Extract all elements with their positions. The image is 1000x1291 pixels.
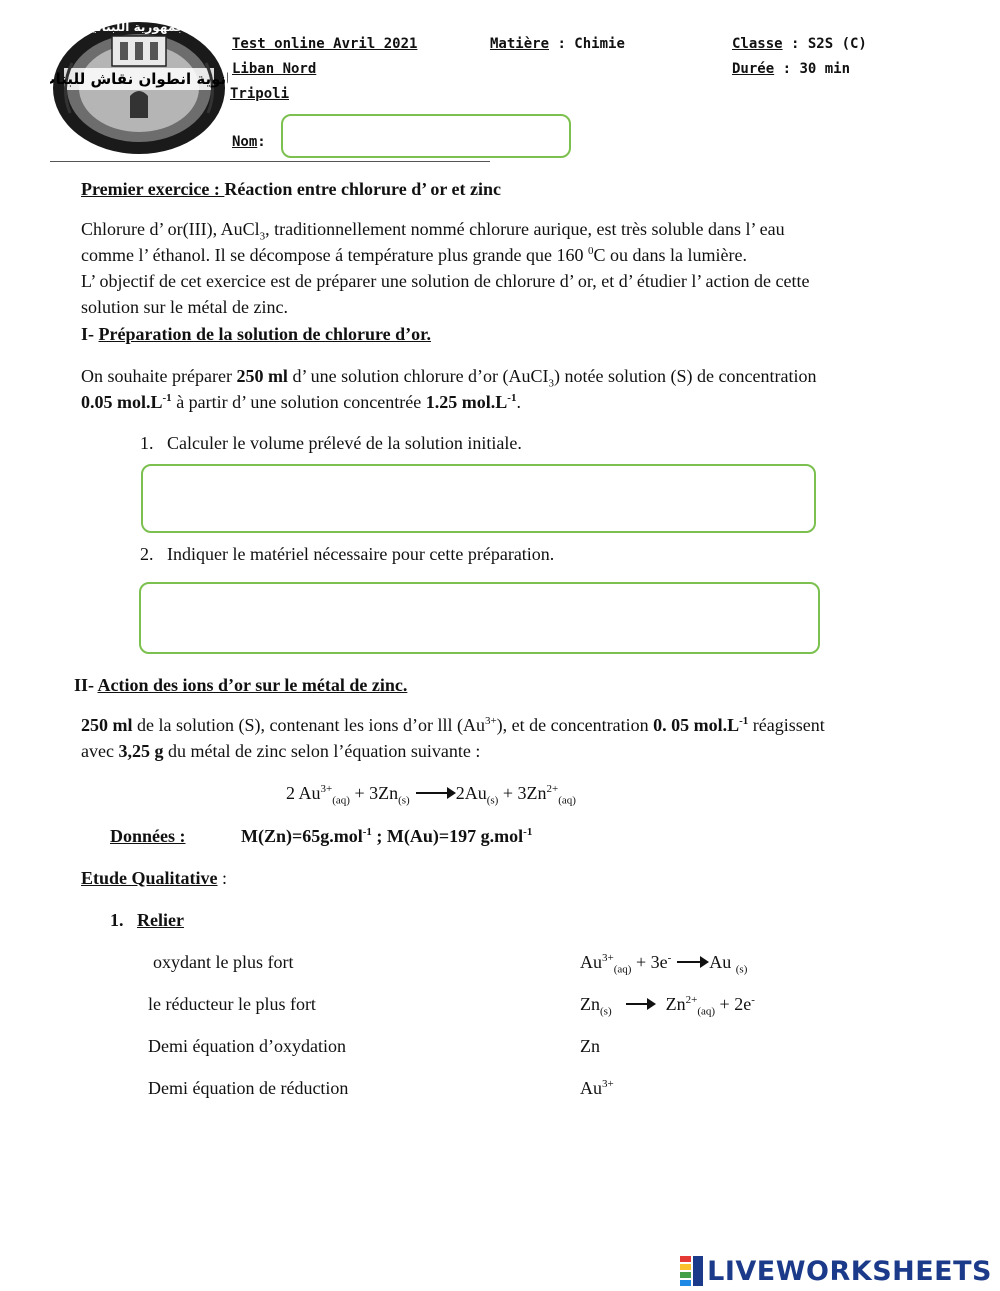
intro-line-3: L’ objectif de cet exercice est de préparer une solution de chlorure d’ or, et d’ étudier l’ action de cette bbox=[81, 271, 810, 291]
donnees-sup2: -1 bbox=[523, 826, 533, 838]
header-test: Test online Avril 2021 bbox=[232, 36, 418, 52]
eq-sup1: 3+ bbox=[320, 783, 333, 795]
match-right-4[interactable] bbox=[580, 1075, 614, 1101]
part2-p2a: avec bbox=[81, 741, 119, 761]
answer-box-q1[interactable] bbox=[141, 464, 816, 533]
liveworksheets-brand: LIVEWORKSHEETS bbox=[707, 1255, 992, 1287]
r1a: Au bbox=[580, 952, 602, 972]
part2-p1e: réagissent bbox=[748, 715, 825, 735]
reaction-equation bbox=[286, 780, 576, 806]
q2-text: Indiquer le matériel nécessaire pour cette préparation. bbox=[167, 544, 555, 564]
matiere-label: Matière bbox=[490, 36, 550, 52]
part1-line-2 bbox=[81, 389, 911, 415]
header-divider bbox=[50, 161, 490, 162]
r4-sup: 3+ bbox=[602, 1078, 614, 1090]
r2-sub2: (aq) bbox=[697, 1005, 716, 1018]
intro-line-2 bbox=[81, 242, 901, 268]
question-1 bbox=[140, 430, 522, 456]
liveworksheets-icon bbox=[680, 1256, 704, 1286]
eq-sup2: 2+ bbox=[546, 783, 559, 795]
eq-b: + 3Zn bbox=[349, 783, 399, 803]
intro-2b: C ou dans la lumière. bbox=[593, 245, 747, 265]
part2-p1c: ), et de concentration bbox=[496, 715, 654, 735]
part1-p1b: 250 ml bbox=[236, 366, 288, 386]
donnees-sup1: -1 bbox=[362, 826, 372, 838]
part2-p1d: 0. 05 mol.L bbox=[653, 715, 740, 735]
classe-label: Classe bbox=[732, 36, 783, 52]
duree-label: Durée bbox=[732, 61, 775, 77]
match-left-1[interactable]: oxydant le plus fort bbox=[153, 952, 294, 972]
intro-1a: Chlorure d’ or(III), AuCl bbox=[81, 219, 260, 239]
part2-num: II- bbox=[74, 675, 98, 695]
q1-num: 1. bbox=[140, 433, 154, 453]
part1-p1-sub: 3 bbox=[548, 377, 555, 390]
part2-p2c: du métal de zinc selon l’équation suivante : bbox=[163, 741, 481, 761]
part1-title: Préparation de la solution de chlorure d’or. bbox=[98, 324, 431, 344]
donnees-values bbox=[241, 823, 532, 849]
r4: Au bbox=[580, 1078, 602, 1098]
intro-2a: comme l’ éthanol. Il se décompose á température plus grande que 160 bbox=[81, 245, 588, 265]
q1-text: Calculer le volume prélevé de la solution initiale. bbox=[167, 433, 522, 453]
donnees-label-text: Données : bbox=[110, 826, 186, 846]
exercise-title-text: Réaction entre chlorure d’ or et zinc bbox=[224, 179, 501, 199]
intro-paragraph bbox=[81, 216, 901, 320]
r2-sup: 2+ bbox=[685, 994, 698, 1006]
exercise-title-label: Premier exercice : bbox=[81, 179, 225, 199]
part1-line-1 bbox=[81, 363, 911, 389]
relier-text: Relier bbox=[137, 910, 184, 930]
part2-line-2 bbox=[81, 738, 911, 764]
match-left-3[interactable]: Demi équation d’oxydation bbox=[148, 1036, 346, 1056]
nom-colon: : bbox=[257, 134, 266, 150]
school-logo bbox=[50, 18, 228, 158]
donnees-b: ; M(Au)=197 g.mol bbox=[371, 826, 524, 846]
half-reaction-arrow-icon-2 bbox=[626, 1003, 654, 1005]
part1-p2-sup2: -1 bbox=[507, 392, 517, 404]
part2-line-1 bbox=[81, 712, 911, 738]
r1b: + 3e bbox=[631, 952, 668, 972]
part1-p2a: 0.05 mol.L bbox=[81, 392, 163, 412]
match-left-4[interactable]: Demi équation de réduction bbox=[148, 1078, 349, 1098]
intro-1b: , traditionnellement nommé chlorure aurique, est très soluble dans l’ eau bbox=[265, 219, 785, 239]
reaction-arrow-icon bbox=[416, 792, 454, 794]
donnees-a: M(Zn)=65g.mol bbox=[241, 826, 363, 846]
r2-sub: (s) bbox=[600, 1005, 612, 1018]
r2b: Zn bbox=[665, 994, 686, 1014]
eq-sub1: (aq) bbox=[332, 794, 350, 807]
nom-label-wrap bbox=[232, 134, 266, 150]
match-right-3[interactable]: Zn bbox=[580, 1036, 600, 1056]
part2-p1-sup2: -1 bbox=[739, 715, 749, 727]
relier-num: 1. bbox=[110, 910, 124, 930]
r1c: Au bbox=[709, 952, 736, 972]
match-left-2[interactable]: le réducteur le plus fort bbox=[148, 994, 316, 1014]
half-reaction-arrow-icon bbox=[677, 961, 707, 963]
r1-sup2: - bbox=[667, 952, 672, 964]
r2c: + 2e bbox=[715, 994, 752, 1014]
eq-d: + 3Zn bbox=[498, 783, 547, 803]
etude-heading bbox=[81, 865, 227, 891]
part2-p1-sup: 3+ bbox=[484, 715, 497, 727]
r2-sup2: - bbox=[751, 994, 755, 1006]
header-school: Liban Nord bbox=[232, 61, 317, 77]
duree-value: : 30 min bbox=[774, 61, 851, 77]
part1-p2-sup: -1 bbox=[162, 392, 172, 404]
r1-sub2: (s) bbox=[735, 963, 748, 976]
r1-sub: (aq) bbox=[613, 963, 632, 976]
exercise-title bbox=[81, 176, 501, 202]
part2-p2b: 3,25 g bbox=[118, 741, 164, 761]
classe-value: : S2S (C) bbox=[782, 36, 867, 52]
eq-a: 2 Au bbox=[286, 783, 321, 803]
part2-title: Action des ions d’or sur le métal de zinc. bbox=[97, 675, 408, 695]
relier-heading bbox=[110, 907, 184, 933]
part1-paragraph bbox=[81, 363, 911, 415]
intro-1-sub: 3 bbox=[259, 230, 266, 243]
part1-heading bbox=[81, 321, 431, 347]
etude-label: Etude Qualitative bbox=[81, 868, 218, 888]
part1-p1d: ) notée solution (S) de concentration bbox=[554, 366, 817, 386]
intro-line-1 bbox=[81, 216, 901, 242]
r1-sup: 3+ bbox=[602, 952, 614, 964]
part2-p1b: de la solution (S), contenant les ions d’or lll (Au bbox=[132, 715, 485, 735]
part1-p2d: . bbox=[516, 392, 521, 412]
header-duree bbox=[732, 61, 850, 77]
svg-text:الجمهورية اللبنانية: الجمهورية اللبنانية bbox=[84, 20, 194, 34]
part1-p1a: On souhaite préparer bbox=[81, 366, 237, 386]
header-classe bbox=[732, 36, 867, 52]
intro-2-sup: 0 bbox=[588, 245, 594, 257]
part1-p2c: 1.25 mol.L bbox=[425, 392, 508, 412]
match-right-1[interactable] bbox=[580, 949, 747, 975]
part2-paragraph bbox=[81, 712, 911, 764]
r2a: Zn bbox=[580, 994, 600, 1014]
match-right-2[interactable] bbox=[580, 991, 755, 1017]
part2-p1a: 250 ml bbox=[81, 715, 133, 735]
part1-p2b: à partir d’ une solution concentrée bbox=[171, 392, 426, 412]
answer-box-q2[interactable] bbox=[139, 582, 820, 654]
part1-p1c: d’ une solution chlorure d’or (AuCI bbox=[287, 366, 549, 386]
header-matiere bbox=[490, 36, 625, 52]
nom-label: Nom bbox=[232, 134, 258, 150]
nom-input[interactable] bbox=[281, 114, 571, 158]
eq-sub3: (s) bbox=[486, 794, 499, 807]
eq-c: 2Au bbox=[455, 783, 487, 803]
liveworksheets-logo bbox=[680, 1254, 992, 1288]
question-2 bbox=[140, 541, 554, 567]
header-city: Tripoli bbox=[230, 86, 290, 102]
etude-colon: : bbox=[217, 868, 228, 888]
svg-text:ثانوية انطوان نقاش للبنات: ثانوية انطوان نقاش للبنات bbox=[50, 70, 228, 88]
part2-heading bbox=[74, 672, 407, 698]
q2-num: 2. bbox=[140, 544, 154, 564]
school-seal-icon bbox=[50, 18, 228, 158]
matiere-value: : Chimie bbox=[549, 36, 625, 52]
donnees-label bbox=[110, 823, 186, 849]
part1-num: I- bbox=[81, 324, 99, 344]
eq-sub4: (aq) bbox=[558, 794, 576, 807]
eq-sub2: (s) bbox=[398, 794, 410, 807]
intro-line-4: solution sur le métal de zinc. bbox=[81, 297, 288, 317]
